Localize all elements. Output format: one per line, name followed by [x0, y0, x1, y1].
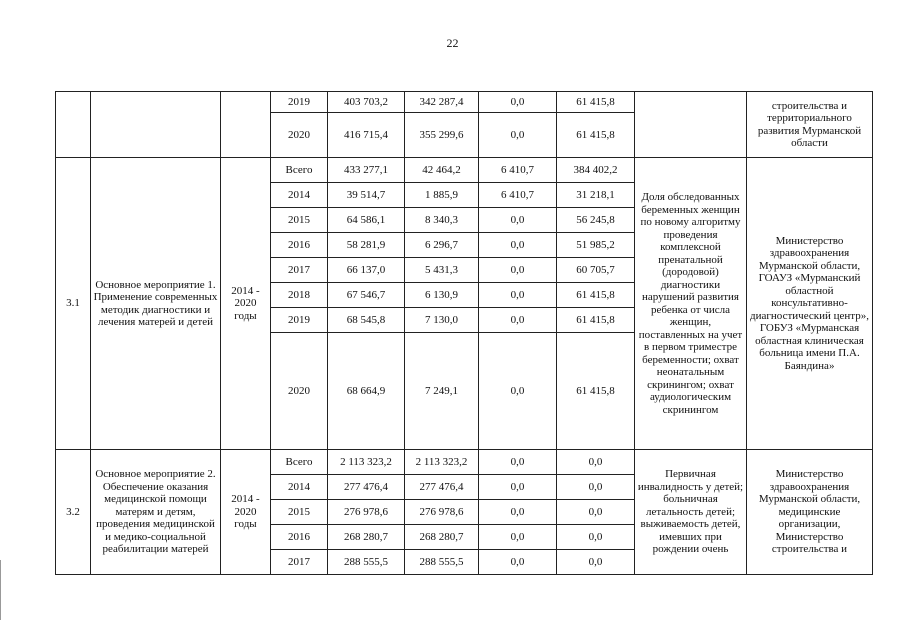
federal-cell: 355 299,6 [405, 113, 479, 158]
federal-cell: 288 555,5 [405, 550, 479, 575]
measure-number: 3.2 [56, 450, 91, 575]
federal-cell: 7 249,1 [405, 333, 479, 450]
year-cell: 2020 [271, 113, 328, 158]
measure-period: 2014 - 2020 годы [221, 158, 271, 450]
budget-cell: 0,0 [479, 283, 557, 308]
empty-period-cell [221, 92, 271, 158]
extra-budget-cell: 61 415,8 [557, 333, 635, 450]
empty-num-cell [56, 92, 91, 158]
budget-cell: 0,0 [479, 525, 557, 550]
extra-budget-cell: 61 415,8 [557, 283, 635, 308]
federal-cell: 1 885,9 [405, 183, 479, 208]
year-cell: 2019 [271, 308, 328, 333]
year-cell: 2015 [271, 500, 328, 525]
budget-cell: 0,0 [479, 208, 557, 233]
table-row [56, 92, 873, 113]
empty-indicator-cell [635, 92, 747, 158]
extra-budget-cell: 0,0 [557, 525, 635, 550]
program-measures-table [55, 91, 873, 575]
federal-cell: 342 287,4 [405, 92, 479, 113]
total-cell: 403 703,2 [328, 92, 405, 113]
total-cell: 67 546,7 [328, 283, 405, 308]
extra-budget-cell: 0,0 [557, 450, 635, 475]
total-cell: 268 280,7 [328, 525, 405, 550]
extra-budget-cell: 0,0 [557, 475, 635, 500]
scan-edge-mark [0, 560, 5, 620]
year-cell: 2015 [271, 208, 328, 233]
total-cell: 433 277,1 [328, 158, 405, 183]
total-cell: 288 555,5 [328, 550, 405, 575]
page-number: 22 [446, 36, 459, 50]
federal-cell: 276 978,6 [405, 500, 479, 525]
total-cell: 39 514,7 [328, 183, 405, 208]
measure-period: 2014 - 2020 годы [221, 450, 271, 575]
federal-cell: 2 113 323,2 [405, 450, 479, 475]
extra-budget-cell: 31 218,1 [557, 183, 635, 208]
budget-cell: 0,0 [479, 500, 557, 525]
federal-cell: 8 340,3 [405, 208, 479, 233]
budget-cell: 6 410,7 [479, 158, 557, 183]
budget-cell: 0,0 [479, 450, 557, 475]
budget-cell: 6 410,7 [479, 183, 557, 208]
extra-budget-cell: 56 245,8 [557, 208, 635, 233]
executor-cell: Министерство здравоохранения Мурманской области, медицинские организации, Министерство строительства и [747, 450, 873, 575]
year-cell: Всего [271, 450, 328, 475]
indicator-cell: Доля обследованных беременных женщин по новому алгоритму проведения комплексной пренатальной (дородовой) диагностики нарушений развития ребенка от числа женщин, поставленных на учет в первом триместре беременности; охват неонатальным скринингом; охват аудиологическим скринингом [635, 158, 747, 450]
budget-cell: 0,0 [479, 550, 557, 575]
extra-budget-cell: 0,0 [557, 500, 635, 525]
extra-budget-cell: 61 415,8 [557, 92, 635, 113]
budget-cell: 0,0 [479, 475, 557, 500]
measure-number: 3.1 [56, 158, 91, 450]
budget-cell: 0,0 [479, 233, 557, 258]
table-row [56, 450, 873, 475]
federal-cell: 277 476,4 [405, 475, 479, 500]
total-cell: 66 137,0 [328, 258, 405, 283]
extra-budget-cell: 384 402,2 [557, 158, 635, 183]
budget-cell: 0,0 [479, 333, 557, 450]
year-cell: Всего [271, 158, 328, 183]
year-cell: 2020 [271, 333, 328, 450]
year-cell: 2016 [271, 233, 328, 258]
year-cell: 2014 [271, 183, 328, 208]
year-cell: 2018 [271, 283, 328, 308]
extra-budget-cell: 60 705,7 [557, 258, 635, 283]
executor-cell: строительства и территориального развития Мурманской области [747, 92, 873, 158]
extra-budget-cell: 61 415,8 [557, 113, 635, 158]
total-cell: 68 664,9 [328, 333, 405, 450]
budget-cell: 0,0 [479, 92, 557, 113]
year-cell: 2016 [271, 525, 328, 550]
year-cell: 2014 [271, 475, 328, 500]
extra-budget-cell: 61 415,8 [557, 308, 635, 333]
table-row [56, 158, 873, 183]
executor-cell: Министерство здравоохранения Мурманской области, ГОАУЗ «Мурманский областной консультативно-диагностический центр», ГОБУЗ «Мурманская областная клиническая больница имени П.А. Баяндина» [747, 158, 873, 450]
budget-cell: 0,0 [479, 113, 557, 158]
federal-cell: 42 464,2 [405, 158, 479, 183]
total-cell: 68 545,8 [328, 308, 405, 333]
total-cell: 416 715,4 [328, 113, 405, 158]
total-cell: 2 113 323,2 [328, 450, 405, 475]
federal-cell: 268 280,7 [405, 525, 479, 550]
total-cell: 277 476,4 [328, 475, 405, 500]
total-cell: 64 586,1 [328, 208, 405, 233]
year-cell: 2017 [271, 258, 328, 283]
indicator-cell: Первичная инвалидность у детей; больничная летальность детей; выживаемость детей, имевших при рождении очень [635, 450, 747, 575]
measure-name: Основное мероприятие 1. Применение современных методик диагностики и лечения матерей и детей [91, 158, 221, 450]
federal-cell: 5 431,3 [405, 258, 479, 283]
extra-budget-cell: 51 985,2 [557, 233, 635, 258]
measure-name: Основное мероприятие 2. Обеспечение оказания медицинской помощи матерям и детям, проведения медицинской и медико-социальной реабилитации матерей [91, 450, 221, 575]
total-cell: 58 281,9 [328, 233, 405, 258]
budget-cell: 0,0 [479, 308, 557, 333]
empty-name-cell [91, 92, 221, 158]
extra-budget-cell: 0,0 [557, 550, 635, 575]
year-cell: 2017 [271, 550, 328, 575]
federal-cell: 7 130,0 [405, 308, 479, 333]
year-cell: 2019 [271, 92, 328, 113]
federal-cell: 6 296,7 [405, 233, 479, 258]
federal-cell: 6 130,9 [405, 283, 479, 308]
budget-cell: 0,0 [479, 258, 557, 283]
total-cell: 276 978,6 [328, 500, 405, 525]
